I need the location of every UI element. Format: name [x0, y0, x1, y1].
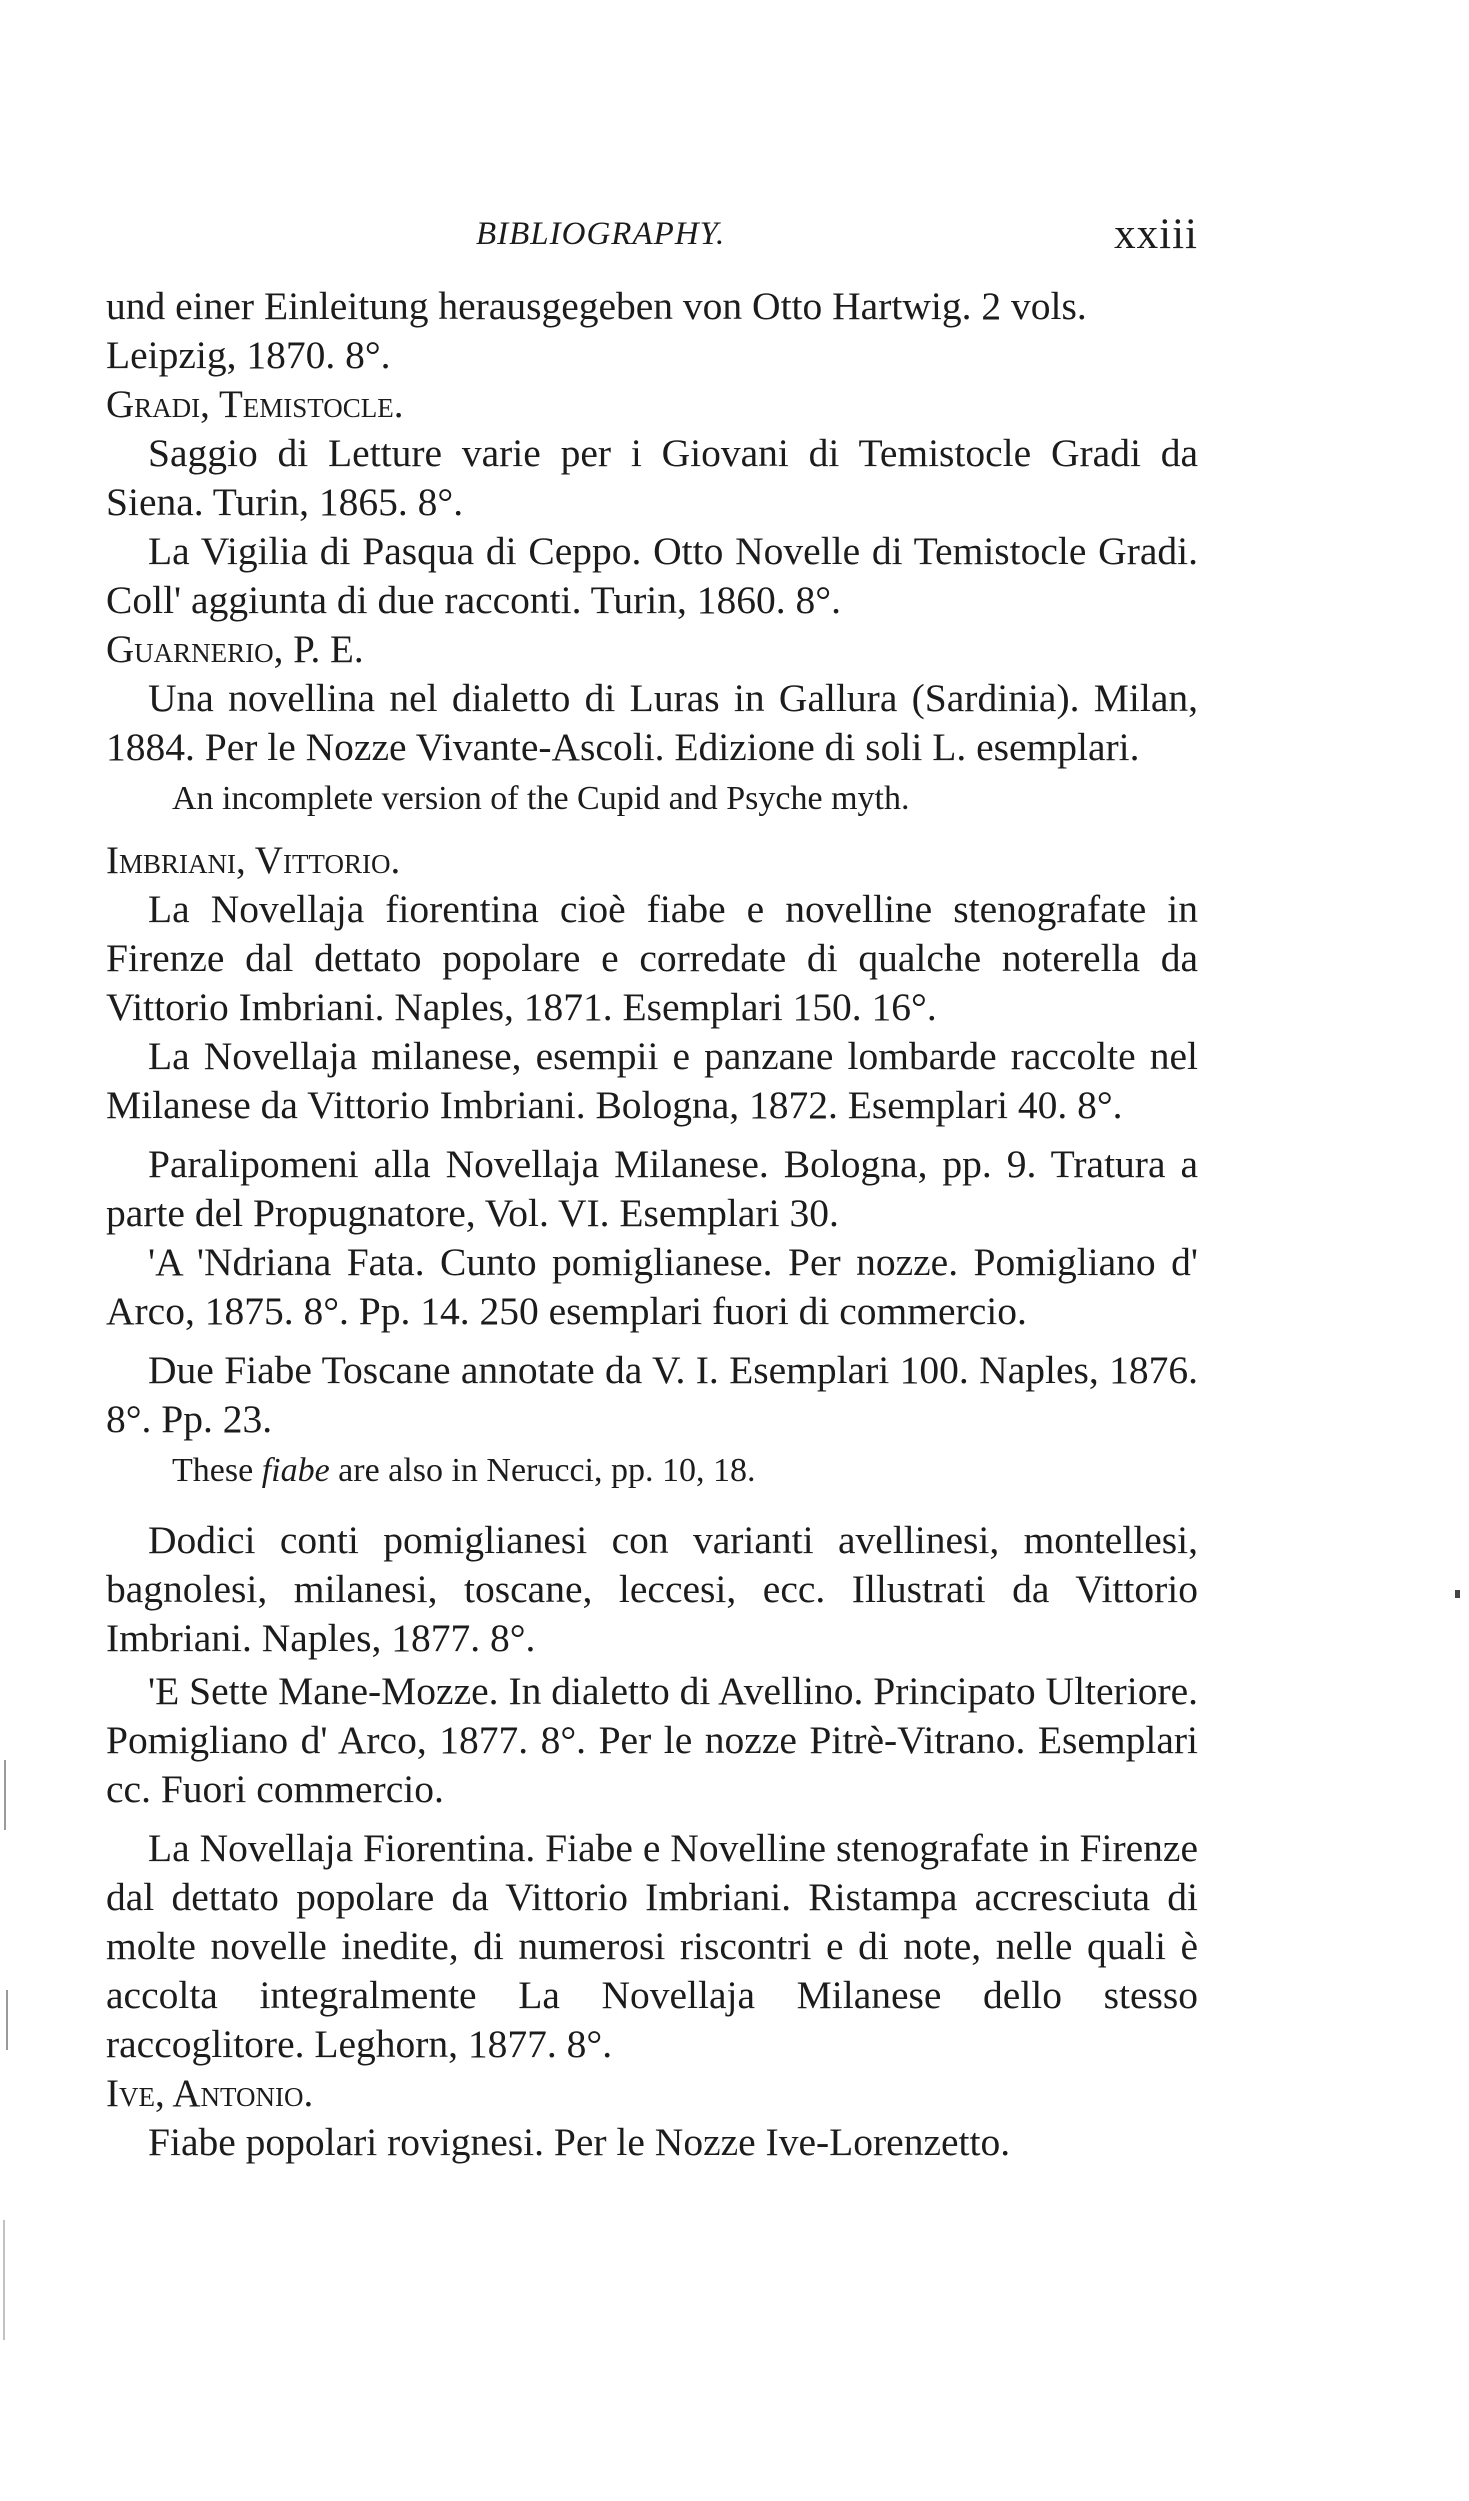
note-italic-word: fiabe [261, 1452, 330, 1489]
author-heading-guarnerio: Guarnerio, P. E. [106, 628, 364, 671]
imbriani-entry-3: Paralipomeni alla Novellaja Milanese. Bologna, pp. 9. Tratura a parte del Propugnatore, Vol. VI. Esemplari 30. [106, 1142, 1198, 1235]
author-heading-ive: Ive, Antonio. [106, 2072, 314, 2115]
gradi-entry-2: La Vigilia di Pasqua di Ceppo. Otto Novelle di Temistocle Gradi. Coll' aggiunta di due racconti. Turin, 1860. 8°. [106, 529, 1198, 622]
running-title: BIBLIOGRAPHY. [476, 216, 726, 252]
gradi-entry-1: Saggio di Letture varie per i Giovani di Temistocle Gradi da Siena. Turin, 1865. 8°. [106, 431, 1198, 524]
hartwig-continuation [106, 282, 1198, 380]
imbriani-entry-8: La Novellaja Fiorentina. Fiabe e Novelline stenografate in Firenze dal dettato popolare da Vittorio Imbriani. Ristampa accresciuta di molte novelle inedite, di numerosi riscontri e di note, nelle quali è accolta integralmente La Novellaja Milanese dello stesso raccoglitore. Leghorn, 1877. 8°. [106, 1826, 1198, 2066]
imbriani-note [106, 1448, 1198, 1494]
imbriani-entry-6: Dodici conti pomiglianesi con varianti avellinesi, montellesi, bagnolesi, milanesi, toscane, leccesi, ecc. Illustrati da Vittorio Imbriani. Naples, 1877. 8°. [106, 1518, 1198, 1660]
page-number: xxiii [1114, 211, 1198, 258]
author-heading-imbriani: Imbriani, Vittorio. [106, 839, 401, 882]
ive-entry-1: Fiabe popolari rovignesi. Per le Nozze Ive-Lorenzetto. [148, 2120, 1011, 2164]
hartwig-line-1: und einer Einleitung herausgegeben von Otto Hartwig. 2 vols. [106, 284, 1087, 328]
hartwig-line-2: Leipzig, 1870. 8°. [106, 333, 391, 377]
note-text-before: These [172, 1452, 262, 1489]
bibliography-text [106, 282, 1198, 2167]
imbriani-entry-1: La Novellaja fiorentina cioè fiabe e novelline stenografate in Firenze dal dettato popolare e corredate di qualche noterella da Vittorio Imbriani. Naples, 1871. Esemplari 150. 16°. [106, 887, 1198, 1029]
author-heading-gradi: Gradi, Temistocle. [106, 383, 404, 426]
guarnerio-note: An incomplete version of the Cupid and Psyche myth. [172, 780, 910, 817]
imbriani-entry-2: La Novellaja milanese, esempii e panzane lombarde raccolte nel Milanese da Vittorio Imbriani. Bologna, 1872. Esemplari 40. 8°. [106, 1034, 1198, 1127]
page-header [106, 210, 1198, 270]
imbriani-entry-4: 'A 'Ndriana Fata. Cunto pomiglianese. Per nozze. Pomigliano d' Arco, 1875. 8°. Pp. 14. 250 esemplari fuori di commercio. [106, 1240, 1198, 1333]
imbriani-entry-5: Due Fiabe Toscane annotate da V. I. Esemplari 100. Naples, 1876. 8°. Pp. 23. [106, 1348, 1198, 1441]
guarnerio-entry-1: Una novellina nel dialetto di Luras in Gallura (Sardinia). Milan, 1884. Per le Nozze Vivante-Ascoli. Edizione di soli L. esemplari. [106, 676, 1198, 769]
imbriani-entry-7: 'E Sette Mane-Mozze. In dialetto di Avellino. Principato Ulteriore. Pomigliano d' Arco, 1877. 8°. Per le nozze Pitrè-Vitrano. Esemplari cc. Fuori commercio. [106, 1669, 1198, 1811]
note-text-after: are also in Nerucci, pp. 10, 18. [329, 1452, 756, 1489]
